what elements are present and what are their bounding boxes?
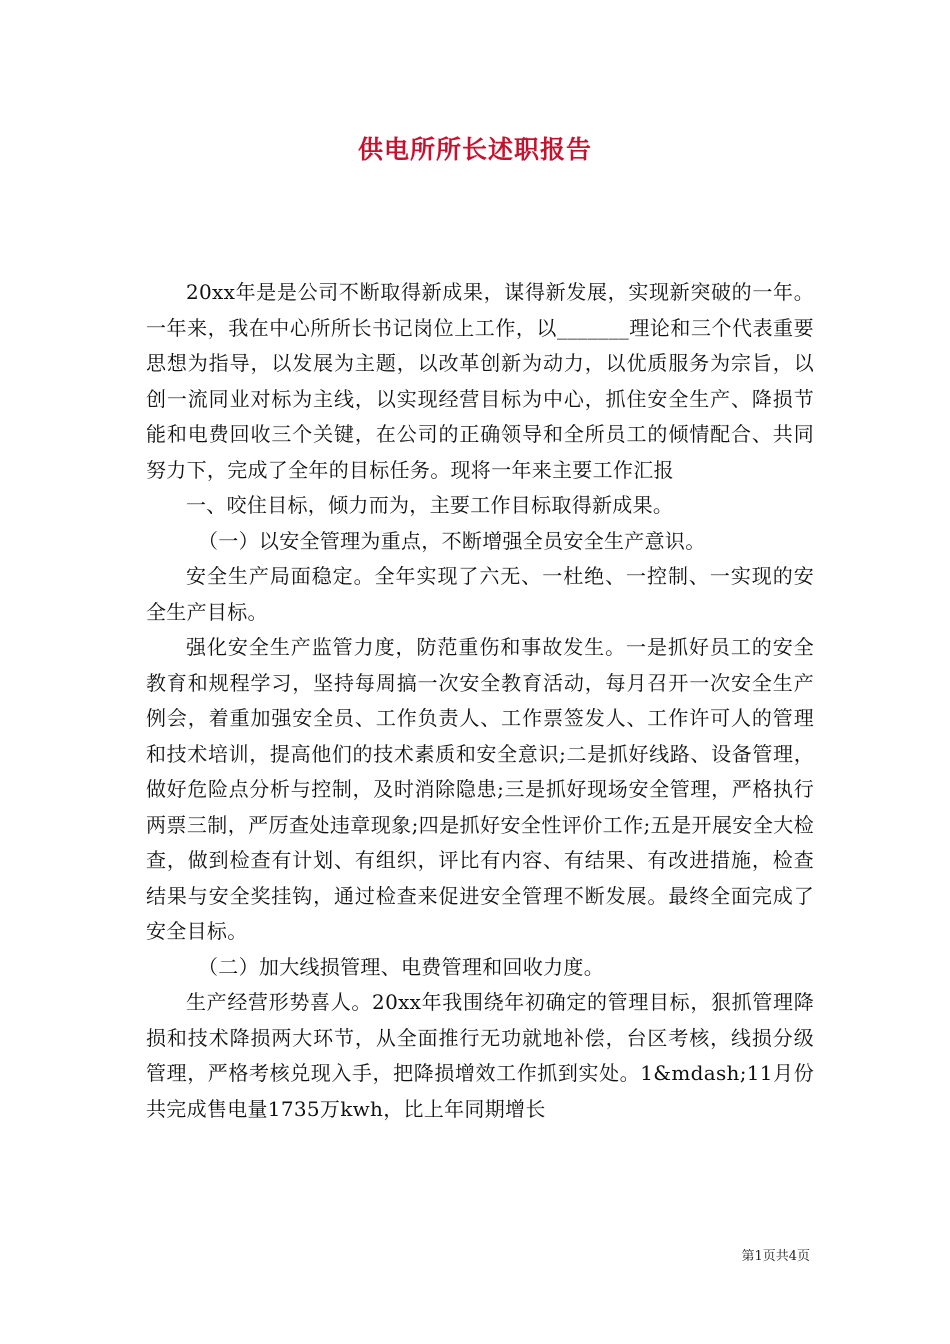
paragraph-intro: 20xx年是是公司不断取得新成果，谋得新发展，实现新突破的一年。一年来，我在中心所所长书记岗位上工作，以_______理论和三个代表重要思想为指导，以发展为主题，以改革创新为动力，以优质服务为宗旨，以创一流同业对标为主线，以实现经营目标为中心，抓住安全生产、降损节能和电费回收三个关键，在公司的正确领导和全所员工的倾情配合、共同努力下，完成了全年的目标任务。现将一年来主要工作汇报 bbox=[146, 280, 814, 482]
subsection-heading-2: （二）加大线损管理、电费管理和回收力度。 bbox=[198, 954, 604, 979]
document-body bbox=[146, 275, 814, 1127]
page-number: 第1页共4页 bbox=[741, 1249, 810, 1264]
paragraph-safety-status: 安全生产局面稳定。全年实现了六无、一杜绝、一控制、一实现的安全生产目标。 bbox=[146, 564, 814, 624]
paragraph-safety-measures: 强化安全生产监管力度，防范重伤和事故发生。一是抓好员工的安全教育和规程学习，坚持每周搞一次安全教育活动，每月召开一次安全生产例会，着重加强安全员、工作负责人、工作票签发人、工作许可人的管理和技术培训，提高他们的技术素质和安全意识;二是抓好线路、设备管理，做好危险点分析与控制，及时消除隐患;三是抓好现场安全管理，严格执行两票三制，严厉查处违章现象;四是抓好安全性评价工作;五是开展安全大检查，做到检查有计划、有组织，评比有内容、有结果、有改进措施，检查结果与安全奖挂钩，通过检查来促进安全管理不断发展。最终全面完成了安全目标。 bbox=[146, 635, 814, 943]
paragraph-operations: 生产经营形势喜人。20xx年我围绕年初确定的管理目标，狠抓管理降损和技术降损两大环节，从全面推行无功就地补偿，台区考核，线损分级管理，严格考核兑现入手，把降损增效工作抓到实处。1&mdash;11月份共完成售电量1735万kwh，比上年同期增长 bbox=[146, 990, 814, 1121]
subsection-heading-1: （一）以安全管理为重点，不断增强全员安全生产意识。 bbox=[198, 528, 706, 553]
section-heading-1: 一、咬住目标，倾力而为，主要工作目标取得新成果。 bbox=[186, 493, 674, 517]
document-title: 供电所所长述职报告 bbox=[357, 135, 592, 164]
